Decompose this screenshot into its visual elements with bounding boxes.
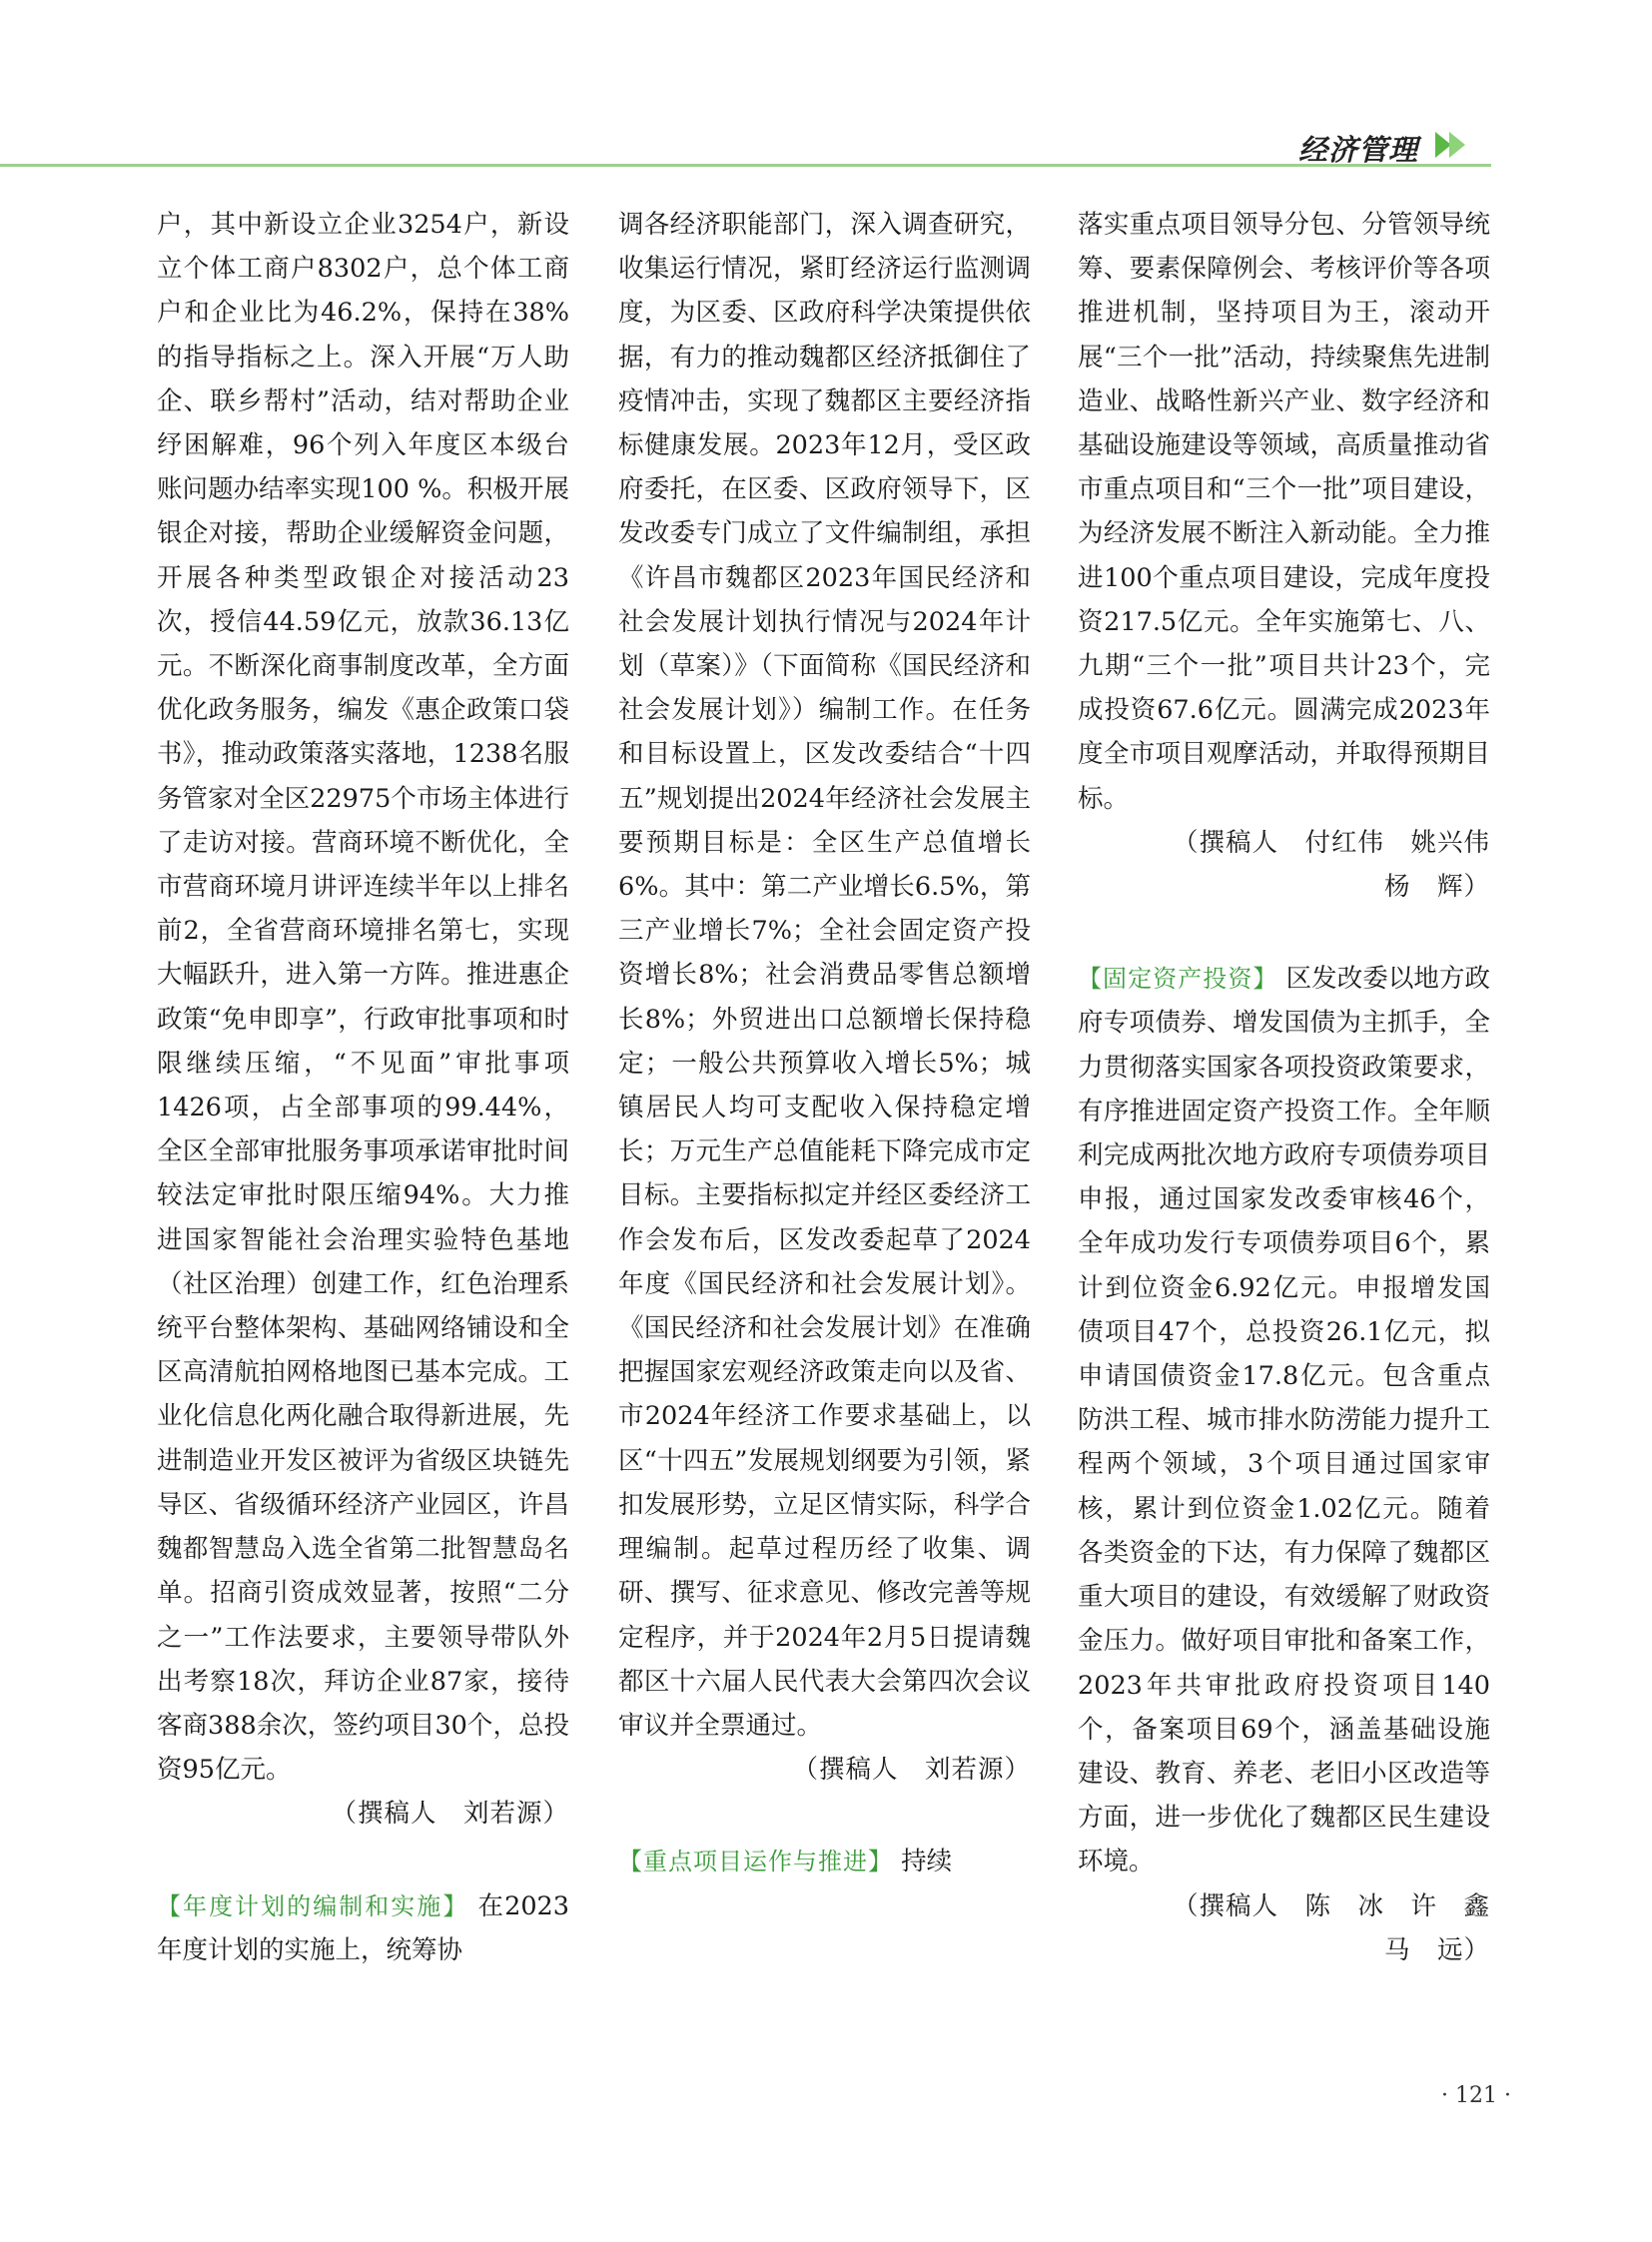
author-credit: （撰稿人 刘若源） bbox=[792, 1755, 1031, 1786]
author-credit: 杨 辉） bbox=[1383, 872, 1490, 903]
section-heading: 【年度计划的编制和实施】 bbox=[157, 1891, 469, 1920]
text-column-3 bbox=[1078, 203, 1490, 1972]
author-credit: （撰稿人 陈 冰 许 鑫 bbox=[1172, 1890, 1490, 1921]
section-heading: 【重点项目运作与推进】 bbox=[618, 1848, 893, 1876]
author-credit: （撰稿人 付红伟 姚兴伟 bbox=[1172, 827, 1490, 858]
paragraph bbox=[157, 1884, 569, 1972]
paragraph: 调各经济职能部门，深入调查研究，收集运行情况，紧盯经济运行监测调度，为区委、区政府科学决策提供依据，有力的推动魏都区经济抵御住了疫情冲击，实现了魏都区主要经济指标健康发展。2023年12月，受区政府委托，在区委、区政府领导下，区发改委专门成立了文件编制组，承担《许昌市魏都区2023年国民经济和社会发展计划执行情况与2024年计划（草案）》（下面简称《国民经济和社会发展计划》）编制工作。在任务和目标设置上，区发改委结合“十四五”规划提出2024年经济社会发展主要预期目标是：全区生产总值增长6%。其中：第二产业增长6.5%，第三产业增长7%；全社会固定资产投资增长8%；社会消费品零售总额增长8%；外贸进出口总额增长保持稳定；一般公共预算收入增长5%；城镇居民人均可支配收入保持稳定增长；万元生产总值能耗下降完成市定目标。主要指标拟定并经区委经济工作会发布后，区发改委起草了2024年度《国民经济和社会发展计划》。《国民经济和社会发展计划》在准确把握国家宏观经济政策走向以及省、市2024年经济工作要求基础上，以区“十四五”发展规划纲要为引领，紧扣发展形势，立足区情实际，科学合理编制。起草过程历经了收集、调研、撰写、征求意见、修改完善等规定程序，并于2024年2月5日提请魏都区十六届人民代表大会第四次会议审议并全票通过。 bbox=[618, 210, 1031, 1741]
author-credit: （撰稿人 刘若源） bbox=[331, 1799, 569, 1830]
paragraph-text: 区发改委以地方政府专项债券、增发国债为主抓手，全力贯彻落实国家各项投资政策要求，有序推进固定资产投资工作。全年顺利完成两批次地方政府专项债券项目申报，通过国家发改委审核46个，全年成功发行专项债券项目6个，累计到位资金6.92亿元。申报增发国债项目47个，总投资26.1亿元，拟申请国债资金17.8亿元。包含重点防洪工程、城市排水防涝能力提升工程两个领域，3个项目通过国家审核，累计到位资金1.02亿元。随着各类资金的下达，有力保障了魏都区重大项目的建设，有效缓解了财政资金压力。做好项目审批和备案工作，2023年共审批政府投资项目140个，备案项目69个，涵盖基础设施建设、教育、养老、老旧小区改造等方面，进一步优化了魏都区民生建设环境。 bbox=[1078, 964, 1491, 1877]
page-number: · 121 · bbox=[1441, 2083, 1511, 2108]
section-title: 经济管理 bbox=[1298, 133, 1419, 167]
paragraph-text: 在2023年度计划的实施上，统筹协 bbox=[157, 1890, 569, 1965]
chevron-right-icon bbox=[1449, 132, 1465, 158]
header-rule bbox=[0, 164, 1491, 167]
paragraph: 户，其中新设立企业3254户，新设立个体工商户8302户，总个体工商户和企业比为46.2%，保持在38%的指导指标之上。深入开展“万人助企、联乡帮村”活动，结对帮助企业纾困解难，96个列入年度区本级台账问题办结率实现100 %。积极开展银企对接，帮助企业缓解资金问题，开展各种类型政银企对接活动23次，授信44.59亿元，放款36.13亿元。不断深化商事制度改革，全方面优化政务服务，编发《惠企政策口袋书》，推动政策落实落地，1238名服务管家对全区22975个市场主体进行了走访对接。营商环境不断优化，全市营商环境月讲评连续半年以上排名前2，全省营商环境排名第七，实现大幅跃升，进入第一方阵。推进惠企政策“免申即享”，行政审批事项和时限继续压缩，“不见面”审批事项1426项，占全部事项的99.44%，全区全部审批服务事项承诺审批时间较法定审批时限压缩94%。大力推进国家智能社会治理实验特色基地（社区治理）创建工作，红色治理系统平台整体架构、基础网络铺设和全区高清航拍网格地图已基本完成。工业化信息化两化融合取得新进展，先进制造业开发区被评为省级区块链先导区、省级循环经济产业园区，许昌魏都智慧岛入选全省第二批智慧岛名单。招商引资成效显著，按照“二分之一”工作法要求，主要领导带队外出考察18次，拜访企业87家，接待客商388余次，签约项目30个，总投资95亿元。 bbox=[157, 210, 569, 1786]
paragraph-text: 持续 bbox=[893, 1847, 953, 1877]
text-column-1 bbox=[157, 203, 569, 1972]
text-column-2 bbox=[618, 203, 1031, 1884]
section-heading: 【固定资产投资】 bbox=[1078, 965, 1278, 994]
paragraph: 落实重点项目领导分包、分管领导统筹、要素保障例会、考核评价等各项推进机制，坚持项目为王，滚动开展“三个一批”活动，持续聚焦先进制造业、战略性新兴产业、数字经济和基础设施建设等领域，高质量推动省市重点项目和“三个一批”项目建设，为经济发展不断注入新动能。全力推进100个重点项目建设，完成年度投资217.5亿元。全年实施第七、八、九期“三个一批”项目共计23个，完成投资67.6亿元。圆满完成2023年度全市项目观摩活动，并取得预期目标。 bbox=[1078, 210, 1490, 814]
author-credit: 马 远） bbox=[1383, 1934, 1490, 1965]
paragraph bbox=[618, 1840, 1031, 1883]
paragraph bbox=[1078, 957, 1490, 1883]
